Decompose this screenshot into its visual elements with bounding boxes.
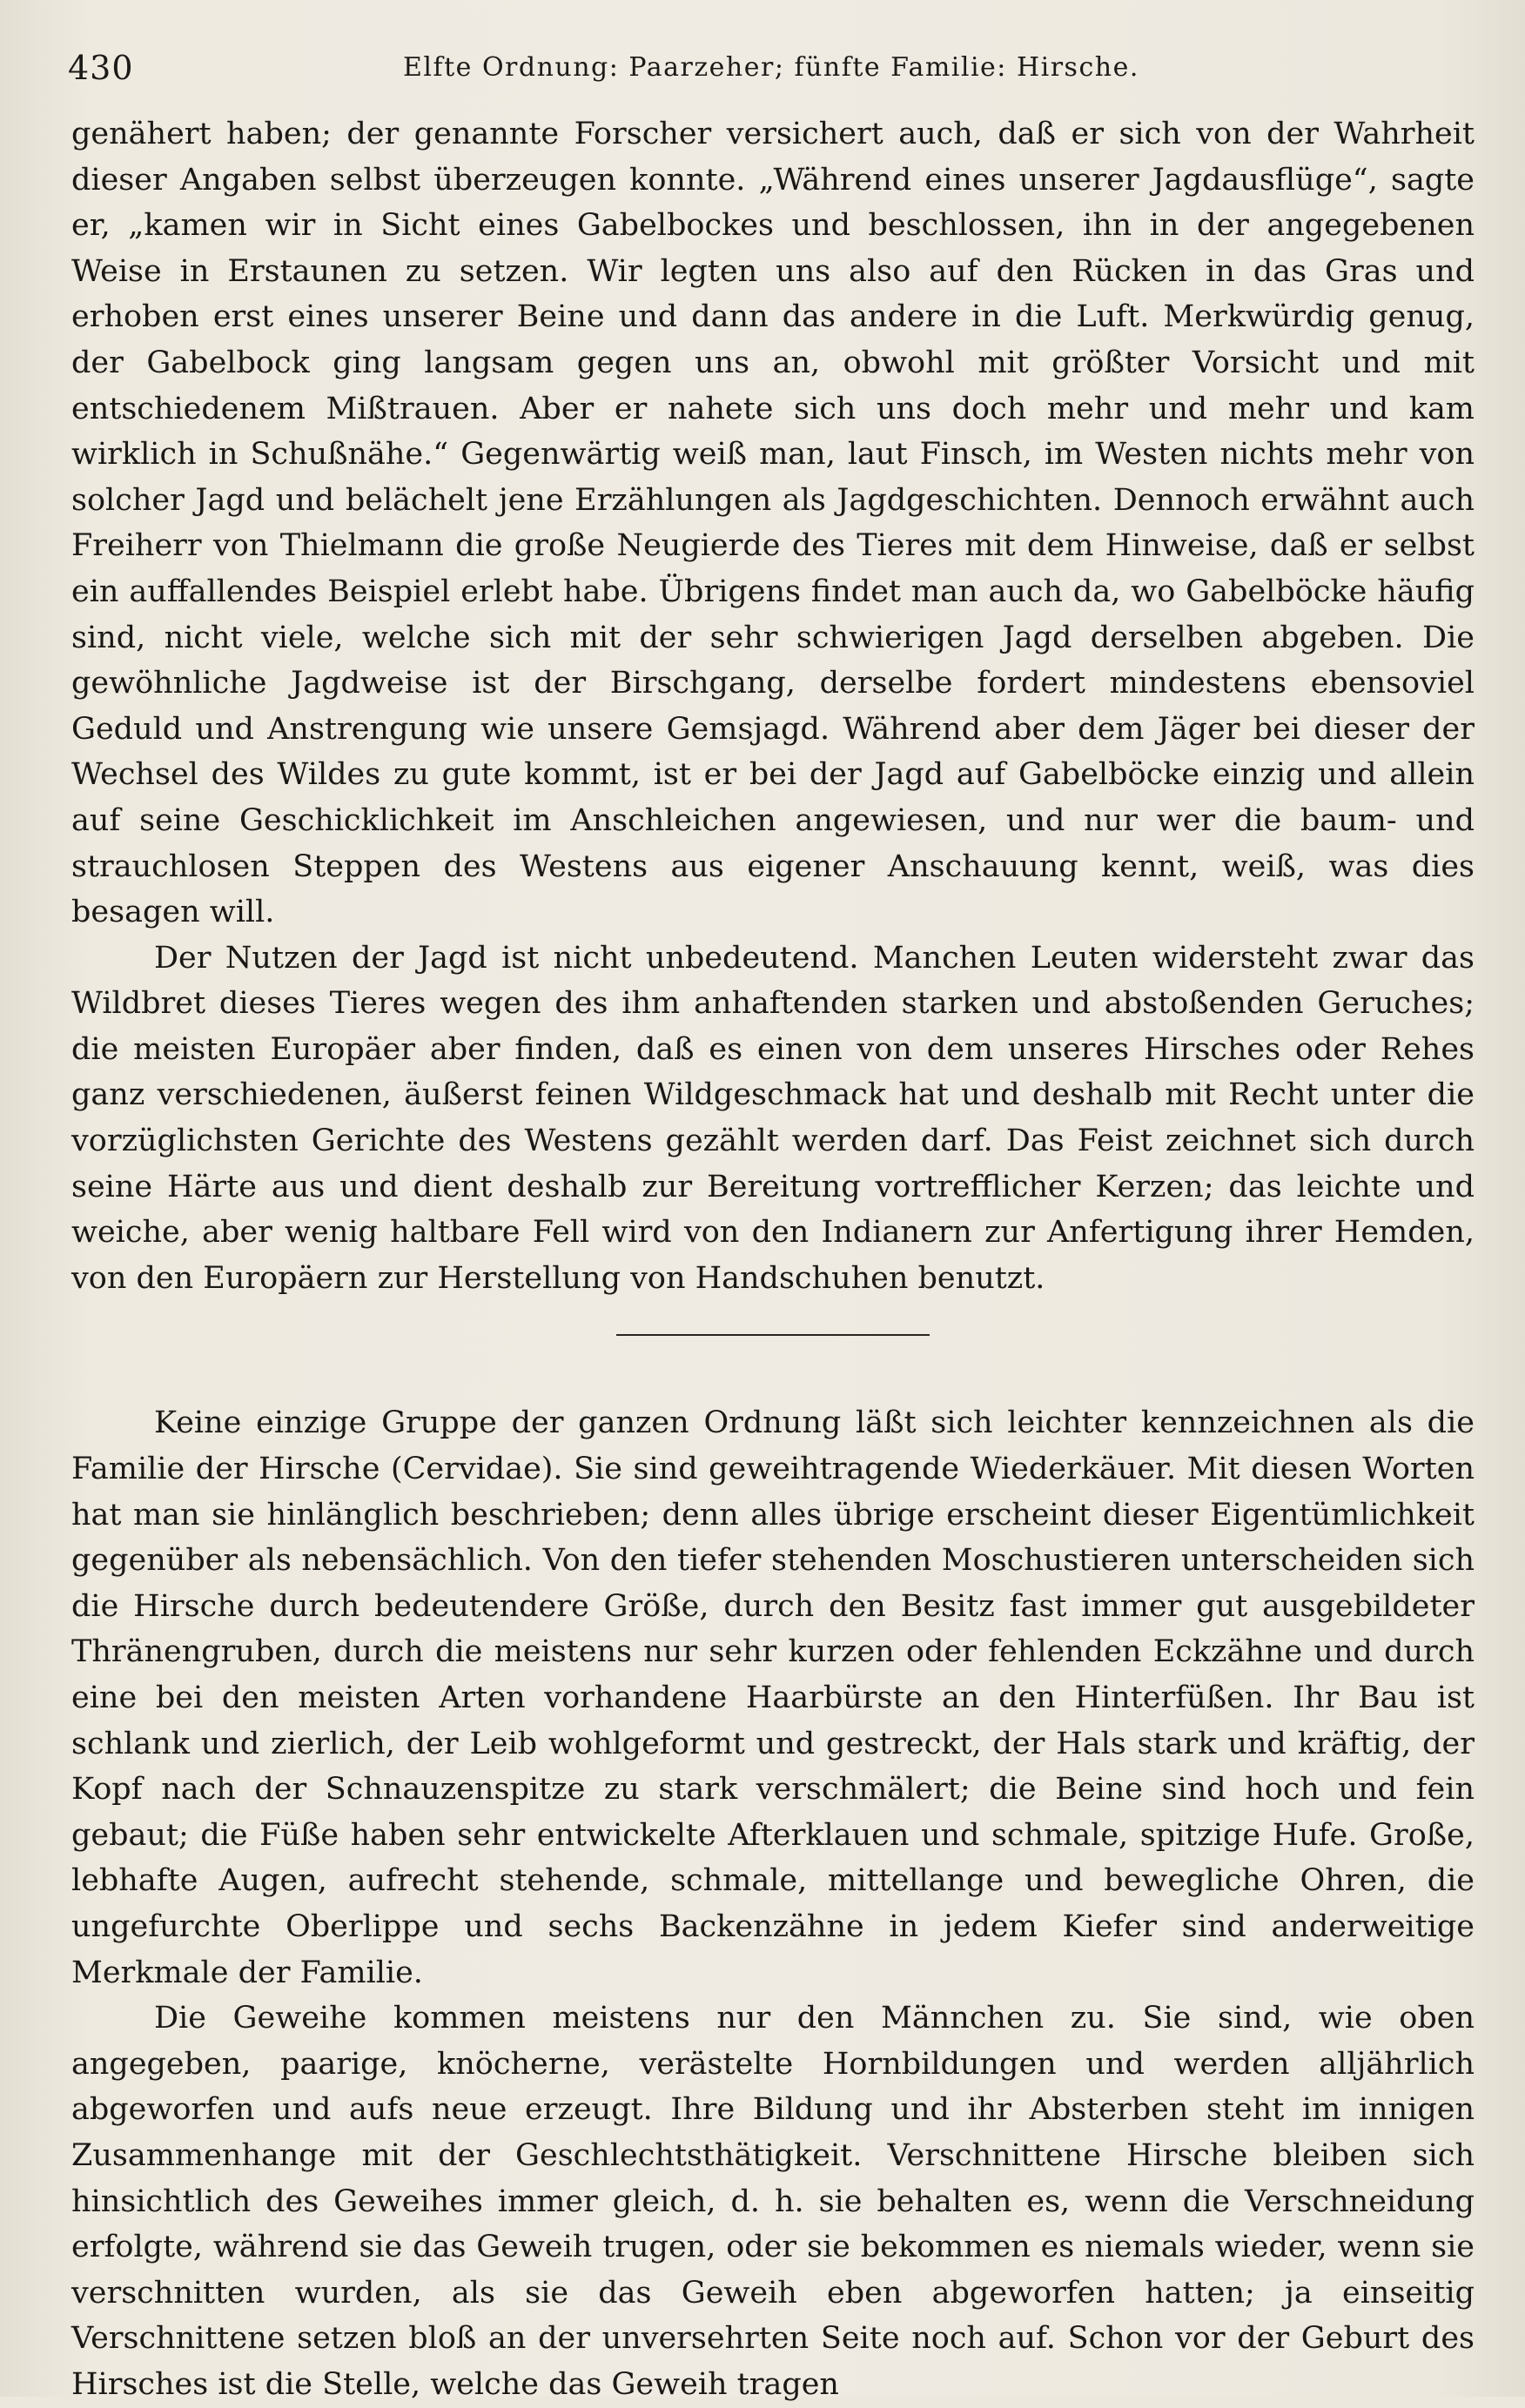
page-number: 430	[68, 49, 134, 87]
page-header	[68, 45, 1478, 97]
body-text	[71, 111, 1475, 2408]
paragraph-geweihe: Die Geweihe kommen meistens nur den Männchen zu. Sie sind, wie oben angegeben, paarige, knöcherne, verästelte Hornbildungen und werden alljährlich abgeworfen und aufs neue erzeugt. Ihre Bildung und ihr Absterben steht im innigen Zusammenhange mit der Geschlechtsthätigkeit. Verschnittene Hirsche bleiben sich hinsichtlich des Geweihes immer gleich, d. h. sie behalten es, wenn die Verschneidung erfolgte, während sie das Geweih trugen, oder sie bekommen es niemals wieder, wenn sie verschnitten wurden, als sie das Geweih eben abgeworfen hatten; ja einseitig Verschnittene setzen bloß an der unversehrten Seite noch auf. Schon vor der Geburt des Hirsches ist die Stelle, welche das Geweih tragen	[71, 2001, 1475, 2402]
paragraph-continued: genähert haben; der genannte Forscher versichert auch, daß er sich von der Wahrheit dieser Angaben selbst überzeugen konnte. „Während eines unserer Jagdausflüge“, sagte er, „kamen wir in Sicht eines Gabelbockes und beschlossen, ihn in der angegebenen Weise in Erstaunen zu setzen. Wir legten uns also auf den Rücken in das Gras und erhoben erst eines unserer Beine und dann das andere in die Luft. Merkwürdig genug, der Gabelbock ging langsam gegen uns an, obwohl mit größter Vorsicht und mit entschiedenem Mißtrauen. Aber er nahete sich uns doch mehr und mehr und kam wirklich in Schußnähe.“ Gegenwärtig weiß man, laut Finsch, im Westen nichts mehr von solcher Jagd und belächelt jene Erzählungen als Jagdgeschichten. Dennoch erwähnt auch Freiherr von Thielmann die große Neugierde des Tieres mit dem Hinweise, daß er selbst ein auffallendes Beispiel erlebt habe. Übrigens findet man auch da, wo Gabelböcke häufig sind, nicht viele, welche sich mit der sehr schwierigen Jagd derselben abgeben. Die gewöhnliche Jagdweise ist der Birschgang, derselbe fordert mindestens ebensoviel Geduld und Anstrengung wie unsere Gemsjagd. Während aber dem Jäger bei dieser der Wechsel des Wildes zu gute kommt, ist er bei der Jagd auf Gabelböcke einzig und allein auf seine Geschicklichkeit im Anschleichen angewiesen, und nur wer die baum- und strauchlosen Steppen des Westens aus eigener Anschauung kennt, weiß, was dies besagen will.	[71, 117, 1475, 930]
paragraph-jagd-nutzen: Der Nutzen der Jagd ist nicht unbedeutend. Manchen Leuten widersteht zwar das Wildbret dieses Tieres wegen des ihm anhaftenden starken und abstoßenden Geruches; die meisten Europäer aber finden, daß es einen von dem unseres Hirsches oder Rehes ganz verschiedenen, äußerst feinen Wildgeschmack hat und deshalb mit Recht unter die vorzüglichsten Gerichte des Westens gezählt werden darf. Das Feist zeichnet sich durch seine Härte aus und dient deshalb zur Bereitung vortrefflicher Kerzen; das leichte und weiche, aber wenig haltbare Fell wird von den Indianern zur Anfertigung ihrer Hemden, von den Europäern zur Herstellung von Handschuhen benutzt.	[71, 940, 1475, 1296]
paragraph-hirsche-intro: Keine einzige Gruppe der ganzen Ordnung läßt sich leichter kennzeichnen als die Familie der Hirsche (Cervidae). Sie sind geweihtragende Wiederkäuer. Mit diesen Worten hat man sie hinlänglich beschrieben; denn alles übrige erscheint dieser Eigentümlichkeit gegenüber als nebensächlich. Von den tiefer stehenden Moschustieren unterscheiden sich die Hirsche durch bedeutendere Größe, durch den Besitz fast immer gut ausgebildeter Thränengruben, durch die meistens nur sehr kurzen oder fehlenden Eckzähne und durch eine bei den meisten Arten vorhandene Haarbürste an den Hinterfüßen. Ihr Bau ist schlank und zierlich, der Leib wohlgeformt und gestreckt, der Hals stark und kräftig, der Kopf nach der Schnauzenspitze zu stark verschmälert; die Beine sind hoch und fein gebaut; die Füße haben sehr entwickelte Afterklauen und schmale, spitzige Hufe. Große, lebhafte Augen, aufrecht stehende, schmale, mittellange und bewegliche Ohren, die ungefurchte Oberlippe und sechs Backenzähne in jedem Kiefer sind anderweitige Merkmale der Familie.	[71, 1405, 1475, 1990]
section-divider	[616, 1334, 930, 1336]
running-head: Elfte Ordnung: Paarzeher; fünfte Familie: Hirsche.	[403, 52, 1139, 83]
